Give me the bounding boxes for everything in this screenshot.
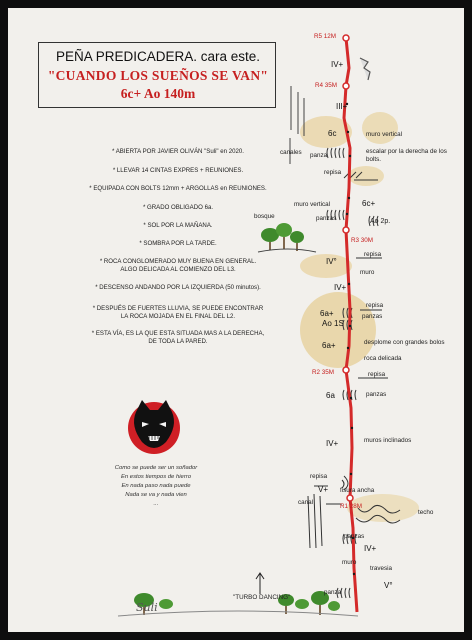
cat-logo — [128, 400, 180, 454]
topo-sheet — [8, 8, 464, 632]
belay-r3: R3 30M — [351, 237, 374, 244]
poem-line-2: En estos tiempos de hierro — [120, 474, 192, 480]
grade-ao-1s: Ao 1S — [322, 319, 344, 328]
grade-iii-plus: III+ — [336, 102, 348, 111]
label-desplome: desplome con grandes bolos — [364, 339, 445, 346]
belay-r2: R2 35M — [312, 369, 335, 376]
title-line3: 6c+ Ao 140m — [120, 86, 196, 101]
grade-iv-plus-top: IV+ — [331, 60, 344, 69]
label-muro-vertical-1: muro vertical — [366, 131, 403, 138]
label-muro-vertical-2: muro vertical — [294, 201, 331, 208]
label-panzas-1: panzas — [316, 215, 337, 222]
label-travesia: travesia — [370, 565, 393, 572]
grade-6a-plus-2: 6a+ — [322, 341, 336, 350]
note-1: * ABIERTA POR JAVIER OLIVÁN "Suli" en 2020. — [111, 148, 244, 155]
label-repisa-1: repisa — [324, 169, 342, 176]
label-panzas-3: panzas — [366, 391, 387, 398]
label-panza-2: panza — [324, 589, 342, 596]
grade-iv-plus-2: IV+ — [326, 439, 339, 448]
note-3: * EQUIPADA CON BOLTS 12mm + ARGOLLAS en REUNIONES. — [89, 185, 267, 192]
grade-v-deg: V° — [384, 581, 393, 590]
grade-iv-deg: IV° — [326, 257, 337, 266]
rock-shade-3 — [348, 166, 384, 186]
label-techo: techo — [418, 509, 434, 516]
grade-6a-plus-1: 6a+ — [320, 309, 334, 318]
poem-line-4: Nada se va y nada vien — [125, 492, 187, 498]
label-repisa-3: repisa — [366, 302, 384, 309]
label-repisa-4: repisa — [368, 371, 386, 378]
grade-6c-plus: 6c+ — [362, 199, 376, 208]
poem-line-1: Como se puede ser un soñador — [114, 465, 198, 471]
label-repisa-5: repisa — [310, 473, 328, 480]
note-2: * LLEVAR 14 CINTAS EXPRES + REUNIONES. — [112, 167, 244, 174]
label-muro: muro — [360, 269, 375, 276]
belay-r4: R4 35M — [315, 82, 338, 89]
grade-iv-plus-3: IV+ — [364, 544, 377, 553]
label-turbo-dancing: "TURBO DANCING" — [233, 594, 291, 601]
rock-shade-2 — [362, 112, 398, 144]
label-escalar-derecha: escalar por la derecha de los bolts. — [366, 148, 447, 164]
label-fisura-ancha: fisura ancha — [340, 487, 375, 494]
note-4: * GRADO OBLIGADO 6a. — [142, 204, 214, 211]
title-box — [38, 42, 276, 108]
label-muro-2: muro — [342, 559, 357, 566]
label-roca-delicada: roca delicada — [364, 355, 402, 362]
grade-6c: 6c — [328, 129, 337, 138]
belay-r5: R5 12M — [314, 33, 337, 40]
note-8: * DESCENSO ANDANDO POR LA IZQUIERDA (50 minutos). — [95, 284, 261, 291]
grade-6a: 6a — [326, 391, 335, 400]
signature: Suli — [136, 601, 158, 614]
label-panzas-2: panzas — [362, 313, 383, 320]
label-canal: canal — [298, 499, 314, 506]
note-10: * ESTA VÍA, ES LA QUE ESTA SITUADA MAS A LA DERECHA, DE TODA LA PARED. — [91, 330, 265, 345]
label-panzas-4: panzas — [344, 533, 365, 540]
label-ao-2p: Ao 2p. — [370, 218, 391, 225]
note-9: * DESPUÉS DE FUERTES LLUVIA, SE PUEDE ENCONTRAR LA ROCA MOJADA EN EL FINAL DEL L2. — [92, 305, 264, 320]
title-line2: "CUANDO LOS SUEÑOS SE VAN" — [47, 68, 269, 83]
label-canales: canales — [280, 149, 302, 156]
belay-r1: R1 28M — [340, 503, 363, 510]
rock-bracket — [360, 58, 370, 80]
grade-iv-plus: IV+ — [334, 283, 347, 292]
label-repisa-2: repisa — [364, 251, 382, 258]
title-line1: PEÑA PREDICADERA. cara este. — [55, 49, 261, 64]
note-7: * ROCA CONGLOMERADO MUY BUENA EN GENERAL. ALGO DELICADA AL COMIENZO DEL L3. — [99, 258, 257, 273]
note-6: * SOMBRA POR LA TARDE. — [139, 240, 217, 247]
start-arrow — [256, 573, 264, 594]
grade-v-plus: V+ — [318, 485, 329, 494]
label-bosque: bosque — [254, 213, 275, 220]
poem-line-5: ... — [153, 501, 159, 507]
label-muros-inclinados: muros inclinados — [364, 437, 412, 444]
poem-line-3: En nada paso nada puede — [121, 483, 191, 489]
label-panza-1: panza — [310, 152, 328, 159]
note-5: * SOL POR LA MAÑANA. — [143, 222, 213, 229]
